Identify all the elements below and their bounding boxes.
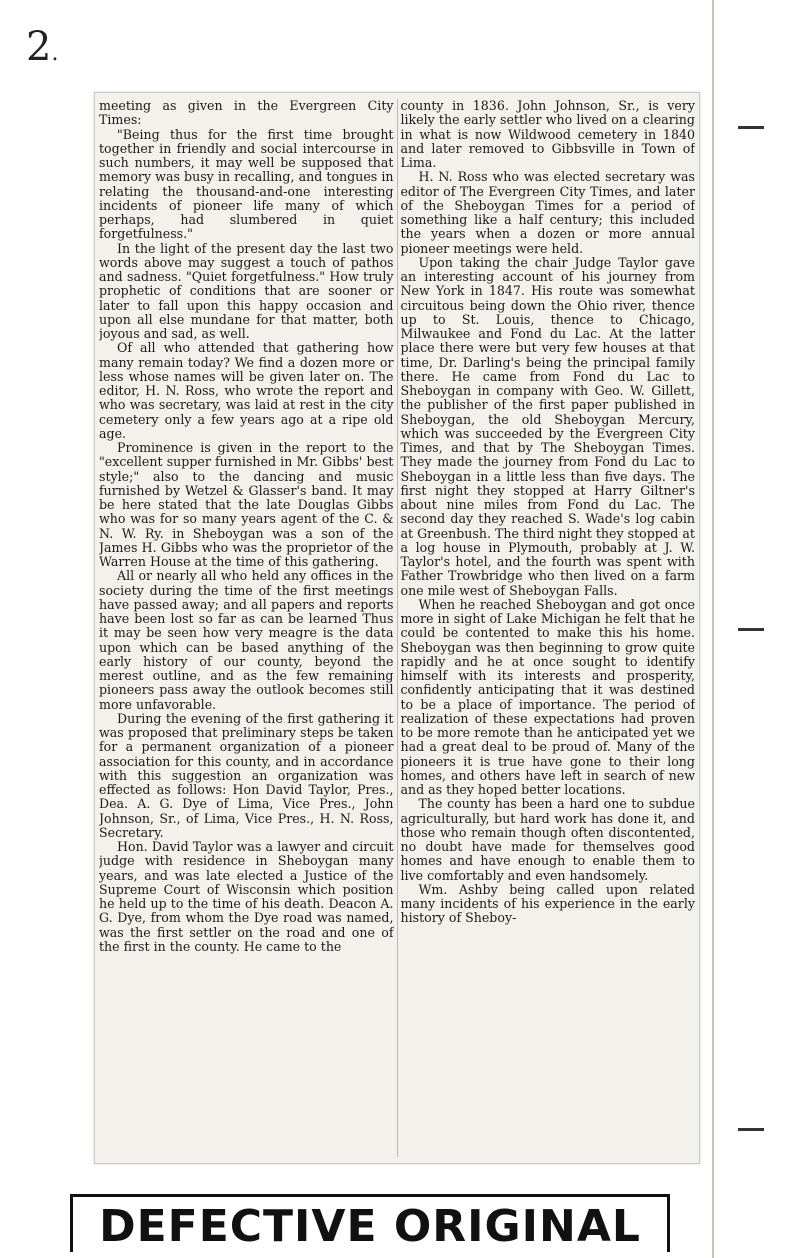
paragraph: In the light of the present day the last two words above may suggest a touch of pathos and sadness. "Quiet forgetfulness." How truly prophetic of conditions that are sooner or later to fall upon this happy occasion and upon all else mundane for that matter, both joyous and sad, as well. [99, 240, 394, 341]
scan-edge-line [712, 0, 714, 1258]
paragraph: During the evening of the first gathering it was proposed that preliminary steps be taken for a permanent organization of a pioneer association for this county, and in accordance with this suggestion an organization was effected as follows: Hon David Taylor, Pres., Dea. A. G. Dye of Lima, Vice Pres., John Johnson, Sr., of Lima, Vice Pres., H. N. Ross, Secretary. [99, 710, 394, 840]
paragraph: "Being thus for the first time brought together in friendly and social intercourse in such numbers, it may well be supposed that memory was busy in recalling, and tongues in relating the thousand-and-one interesting incidents of pioneer life many of which perhaps, had slumbered in quiet forgetfulness." [99, 126, 394, 242]
page-number: 2. [26, 24, 59, 70]
margin-mark [738, 126, 764, 129]
paragraph: Prominence is given in the report to the "excellent supper furnished in Mr. Gibbs' best style;" also to the dancing and music furnished by Wetzel & Glasser's band. It may be here stated that the late Douglas Gibbs who was for so many years agent of the C. & N. W. Ry. in Sheboygan was a son of the James H. Gibbs who was the proprietor of the Warren House at the time of this gathering. [99, 440, 394, 569]
paragraph: Of all who attended that gathering how many remain today? We find a dozen more or less whose names will be given later on. The editor, H. N. Ross, who wrote the report and who was secretary, was laid at rest in the city cemetery only a few years ago at a ripe old age. [99, 340, 394, 441]
column-divider [397, 99, 398, 1157]
paragraph: H. N. Ross who was elected secretary was editor of The Evergreen City Times, and later of the Sheboygan Times for a period of something like a half century; this included the years when a dozen or more annual pioneer meetings were held. [400, 169, 695, 256]
margin-mark [738, 628, 764, 631]
paragraph: Wm. Ashby being called upon related many incidents of his experience in the early history of Sheboy- [400, 881, 695, 926]
paragraph: meeting as given in the Evergreen City Times: [99, 99, 394, 128]
right-column [400, 99, 695, 1157]
paragraph: Hon. David Taylor was a lawyer and circuit judge with residence in Sheboygan many years, and was late elected a Justice of the Supreme Court of Wisconsin which position he held up to the time of his death. Deacon A. G. Dye, from whom the Dye road was named, was the first settler on the road and one of the first in the county. He came to the [99, 839, 394, 954]
paragraph: When he reached Sheboygan and got once more in sight of Lake Michigan he felt that he could be contented to make this his home. Sheboygan was then beginning to grow quite rapidly and he at once sought to identify himself with its interests and prosperity, confidently anticipating that it was destined to be a place of importance. The period of realization of these expectations had proven to be more remote than he anticipated yet we had a great deal to be proud of. Many of the pioneers it is true have gone to their long homes, and others have left in search of new and as they hoped better locations. [400, 596, 695, 797]
left-column [99, 99, 394, 1157]
paragraph: county in 1836. John Johnson, Sr., is very likely the early settler who lived on a clearing in what is now Wildwood cemetery in 1840 and later removed to Gibbsville in Town of Lima. [400, 99, 695, 170]
defective-original-stamp: DEFECTIVE ORIGINAL [70, 1194, 670, 1252]
paragraph: The county has been a hard one to subdue agriculturally, but hard work has done it, and those who remain though often discontented, no doubt have made for themselves good homes and have enough to enable them to live comfortably and even handsomely. [400, 796, 695, 883]
newspaper-clipping [94, 92, 700, 1164]
margin-mark [738, 1128, 764, 1131]
paragraph: All or nearly all who held any offices in the society during the time of the first meetings have passed away; and all papers and reports have been lost so far as can be learned Thus it may be seen how very meagre is the data upon which can be based anything of the early history of our county, beyond the merest outline, and as the few remaining pioneers pass away the outlook becomes still more unfavorable. [99, 568, 394, 712]
paragraph: Upon taking the chair Judge Taylor gave an interesting account of his journey from New York in 1847. His route was somewhat circuitous being down the Ohio river, thence up to St. Louis, thence to Chicago, Milwaukee and Fond du Lac. At the latter place there were but very few houses at that time, Dr. Darling's being the principal family there. He came from Fond du Lac to Sheboygan in company with Geo. W. Gillett, the publisher of the first paper published in Sheboygan, the old Sheboygan Mercury, which was succeeded by the Evergreen City Times, and that by The Sheboygan Times. They made the journey from Fond du Lac to Sheboygan in a little less than five days. The first night they stopped at Harry Giltner's about nine miles from Fond du Lac. The second day they reached S. Wade's log cabin at Greenbush. The third night they stopped at a log house in Plymouth, probably at J. W. Taylor's hotel, and the fourth was spent with Father Trowbridge who then lived on a farm one mile west of Sheboygan Falls. [400, 254, 695, 598]
